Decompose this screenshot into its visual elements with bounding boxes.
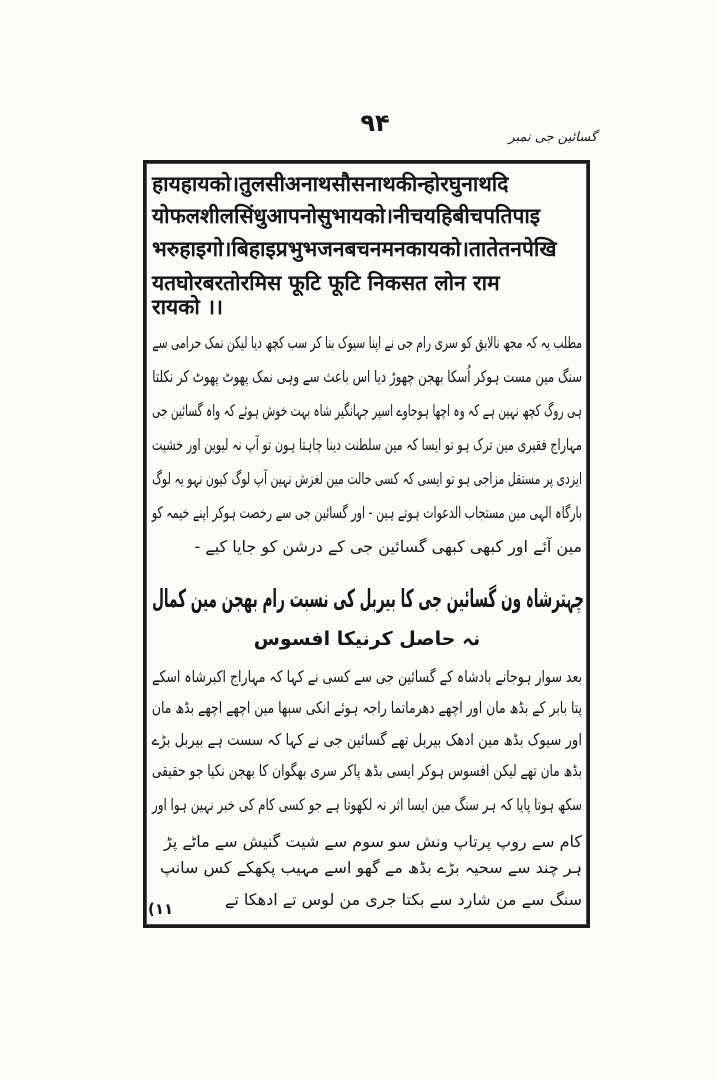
verse-line: योफलशीलसिंधुआपनोसुभायको।नीचयहिबीचपतिपाइ	[152, 204, 541, 228]
page-number: ۹۴	[360, 109, 390, 137]
section-line: سنگ سے من شارد سے بکتا جری من لوس تے ادھکا تے	[225, 890, 582, 909]
verse-line: हायहायको।तुलसीअनाथसौसनाथकीन्होरघुनाथदि	[152, 172, 509, 196]
verse-line: भरुहाइगो।बिहाइप्रभुभजनबचनमनकायको।तातेतनपेखि	[152, 237, 557, 261]
commentary-line: مطلب یہ کہ مجھ نالایق کو سری رام جی نے اپنا سیوک بنا کر سب کچھ دیا لیکن نمک حرامی سے	[152, 333, 582, 352]
commentary-line: سنگ مین مست ہوکر اُسکا بھجن چھوڑ دیا اس باعث سے وہی نمک پھوٹ پھوٹ کر نکلتا	[152, 367, 582, 386]
commentary-line: مہاراج فقیری مین ترک ہو تو ایسا کہ مین سلطنت دینا چاہتا ہون تو آپ نہ لیوین اور خشیت	[151, 435, 583, 454]
commentary-line: ایزدی پر مستقل مزاجی ہو تو ایسی کہ کسی حالت مین لغزش نہین آپ لوگ کیون نہو یہ لوگ	[152, 469, 583, 488]
section-line: بعد سوار ہوجانے بادشاہ کے گسائین جی سے کسی نے کہا کہ مہاراج اکبرشاہ اسکے	[152, 667, 582, 686]
section-line: کام سے روپ پرتاپ ونش سو سوم سے شیت گنیش سے ماٹے پڑ	[164, 832, 582, 851]
verse-line: यतघोरबरतोरमिस फूटि फूटि निकसत लोन राम	[152, 271, 500, 295]
verse-line: रायको ।।	[152, 295, 224, 319]
margin-note: (۱۱	[148, 900, 174, 918]
section-line: پتا بابر کے بڈھ مان اور اچھے دھرماتما راجہ ہوئے انکی سبھا مین اچھے اچھے بڈھ مان	[151, 698, 582, 717]
commentary-line: بارگاہ الہی مین مستجاب الدعوات ہوتے ہین - اور گسائین جی سے رخصت ہوکر اپنے خیمہ کو	[151, 503, 582, 522]
commentary-line: ہی روگ کچھ نہین ہے کہ وہ اچھا ہوجاوے اسپر جہانگیر شاہ بہت خوش ہوئے کہ واہ گسائین جی	[152, 401, 583, 420]
section-subheading: نہ حاصل کرنیکا افسوس	[253, 628, 481, 650]
running-header: گسائین جی نمبر	[508, 130, 597, 145]
section-line: سکھ ہوتا پایا کہ ہر سنگ مین ایسا اثر نہ لکھوتا ہے جو کسی کام کی خبر نہین ہوا اور	[151, 795, 582, 814]
section-line: اور سیوک بڈھ مین ادھک بیربل تھے گسائین جی نے کہا کہ سست ہے بیربل بڑے	[151, 730, 582, 749]
section-heading: چہترشاہ ون گسائین جی کا بیربل کی نسبت رام بھجن مین کمال	[152, 584, 584, 613]
section-line: ہر چند سے سحیہ بڑے بڈھ مے گھو اسے مہیب پکھکے کس سانپ	[160, 858, 582, 877]
commentary-line: مین آئے اور کبھی کبھی گسائین جی کے درشن کو جایا کیے -	[194, 537, 582, 556]
section-line: بڈھ مان تھے لیکن افسوس ہوکر ایسی بڈھ پاکر سری بھگوان کا بھجن نکیا جو حقیقی	[151, 761, 582, 780]
